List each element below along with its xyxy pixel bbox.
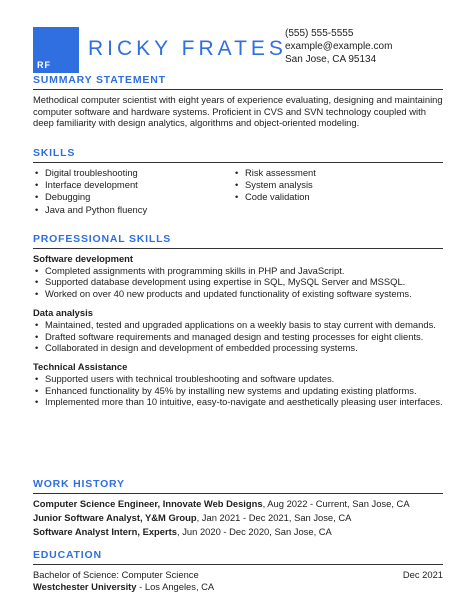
education-school-row: Westchester University - Los Angeles, CA (33, 581, 215, 592)
initials-text: RF (37, 60, 51, 70)
job-dates: Jun 2020 - Dec 2020 (182, 526, 270, 537)
list-item: • Supported users with technical troubleshooting and software updates. (33, 373, 443, 384)
list-item: • Completed assignments with programming skills in PHP and JavaScript. (33, 265, 443, 276)
skills-section (33, 147, 443, 216)
contact-info (285, 27, 392, 66)
list-item: • Drafted software requirements and managed design and testing processes for eight clients. (33, 331, 443, 342)
education-degree-row (33, 569, 443, 581)
education-entry (33, 569, 443, 593)
list-item: • Implemented more than 10 intuitive, easy-to-navigate and aesthetically pleasing user interfaces. (33, 396, 443, 407)
job-location: San Jose, CA (274, 526, 332, 537)
list-item: • Collaborated in design and development of embedded processing systems. (33, 342, 443, 353)
school: Westchester University (33, 581, 137, 592)
degree: Bachelor of Science: Computer Science (33, 569, 199, 580)
job-dates: Jan 2021 - Dec 2021 (201, 512, 289, 523)
job-dates: Aug 2022 - Current (267, 498, 348, 509)
skill-item: • System analysis (233, 179, 433, 191)
candidate-name: RICKY FRATES (88, 37, 287, 60)
graduation-date: Dec 2021 (402, 569, 443, 580)
job-role: Software Analyst Intern (33, 526, 138, 537)
work-history-title: WORK HISTORY (33, 478, 443, 494)
job-company: Innovate Web Designs (162, 498, 263, 509)
job-company: Y&M Group (145, 512, 197, 523)
list-item: • Supported database development using expertise in SQL, MySQL Server and MSSQL. (33, 276, 443, 287)
skills-left-column (33, 167, 233, 216)
summary-text: Methodical computer scientist with eight years of experience evaluating, designing and maintaining computer software and hardware systems. Proficient in CVS and SVN technology coupled with deep familiarity with design analytics, algorithms and object-oriented modeling. (33, 94, 443, 129)
education-section (33, 549, 443, 593)
job-company: Experts (142, 526, 177, 537)
skill-group-list (33, 319, 443, 353)
skill-item: • Debugging (33, 191, 233, 203)
skill-item: • Interface development (33, 179, 233, 191)
initials-logo (33, 27, 79, 73)
job-entry: Junior Software Analyst, Y&M Group, Jan 2021 - Dec 2021, San Jose, CA (33, 512, 352, 523)
list-item: • Maintained, tested and upgraded applications on a weekly basis to stay current with demands. (33, 319, 443, 330)
skills-title: SKILLS (33, 147, 443, 163)
email: example@example.com (285, 41, 393, 52)
list-item: • Worked on over 40 new products and updated functionality of existing software systems. (33, 288, 443, 299)
education-title: EDUCATION (33, 549, 443, 565)
job-list (33, 497, 443, 539)
job-role: Computer Science Engineer (33, 498, 158, 509)
job-location: San Jose, CA (352, 498, 410, 509)
skills-right-column (233, 167, 433, 216)
skills-grid (33, 167, 443, 216)
summary-section (33, 74, 443, 129)
job-role: Junior Software Analyst (33, 512, 140, 523)
summary-title: SUMMARY STATEMENT (33, 74, 443, 90)
skill-group-heading: Software development (33, 253, 134, 264)
job-location: San Jose, CA (294, 512, 352, 523)
phone: (555) 555-5555 (285, 28, 354, 39)
skill-item: • Java and Python fluency (33, 204, 233, 216)
location: San Jose, CA 95134 (285, 54, 377, 65)
skill-group-list (33, 373, 443, 407)
school-location: Los Angeles, CA (144, 581, 215, 592)
skill-group-heading: Data analysis (33, 307, 93, 319)
skill-group-list (33, 265, 443, 299)
job-entry: Software Analyst Intern, Experts, Jun 2020 - Dec 2020, San Jose, CA (33, 526, 332, 537)
skill-item: • Digital troubleshooting (33, 167, 233, 179)
work-history-section (33, 478, 443, 539)
professional-skills-title: PROFESSIONAL SKILLS (33, 233, 443, 249)
skill-item: • Risk assessment (233, 167, 433, 179)
professional-skills-section (33, 233, 443, 408)
skill-item: • Code validation (233, 191, 433, 203)
job-entry: Computer Science Engineer, Innovate Web Designs, Aug 2022 - Current, San Jose, CA (33, 498, 410, 509)
list-item: • Enhanced functionality by 45% by installing new systems and updating existing platforms. (33, 385, 443, 396)
skill-group-heading: Technical Assistance (33, 361, 128, 373)
